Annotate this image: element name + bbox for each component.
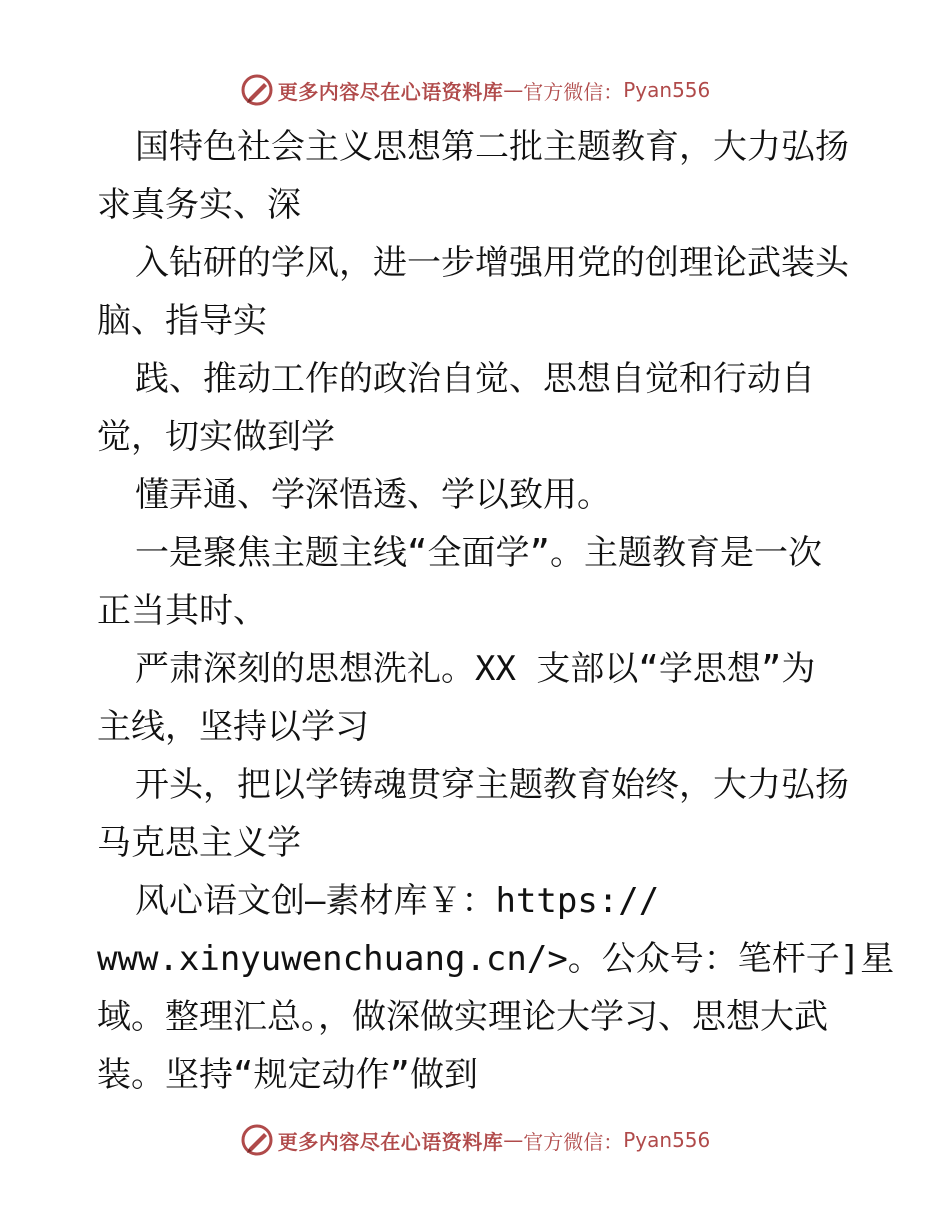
- text-line: 践、推动工作的政治自觉、思想自觉和行动自: [135, 359, 815, 399]
- text-line: 装。坚持“规定动作”做到: [97, 1055, 478, 1095]
- text-line: 正当其时、: [97, 591, 267, 631]
- banner-slogan: 更多内容尽在心语资料库: [277, 1129, 504, 1154]
- text-line: 开头，把以学铸魂贯穿主题教育始终，大力弘扬: [135, 765, 849, 805]
- document-body: [97, 118, 895, 1104]
- text-line: www.xinyuwenchuang.cn/>。公众号：笔杆子]星: [97, 939, 895, 979]
- header-banner: [0, 70, 950, 110]
- text-line: 国特色社会主义思想第二批主题教育，大力弘扬: [135, 127, 849, 167]
- pen-logo-icon: [240, 73, 274, 107]
- text-line: 懂弄通、学深悟透、学以致用。: [135, 475, 611, 515]
- text-line: 一是聚焦主题主线“全面学”。主题教育是一次: [135, 533, 822, 573]
- text-line: 风心语文创—素材库￥：https://: [135, 881, 660, 921]
- text-line: 主线，坚持以学习: [97, 707, 369, 747]
- banner-separator: —: [503, 1128, 524, 1152]
- banner-wechat-label: 官方微信：: [523, 79, 624, 104]
- text-line: 求真务实、深: [97, 185, 301, 225]
- text-line: 域。整理汇总。，做深做实理论大学习、思想大武: [97, 997, 828, 1037]
- footer-banner: [0, 1120, 950, 1160]
- banner-wechat-id: Pyan556: [623, 1128, 711, 1152]
- banner-separator: —: [503, 78, 524, 102]
- text-line: 入钻研的学风，进一步增强用党的创理论武装头: [135, 243, 849, 283]
- pen-logo-icon: [240, 1123, 274, 1157]
- text-line: 严肃深刻的思想洗礼。XX 支部以“学思想”为: [135, 649, 816, 689]
- banner-wechat-label: 官方微信：: [523, 1129, 624, 1154]
- banner-wechat-id: Pyan556: [623, 78, 711, 102]
- text-line: 马克思主义学: [97, 823, 301, 863]
- banner-slogan: 更多内容尽在心语资料库: [277, 79, 504, 104]
- text-line: 觉，切实做到学: [97, 417, 335, 457]
- text-line: 脑、指导实: [97, 301, 267, 341]
